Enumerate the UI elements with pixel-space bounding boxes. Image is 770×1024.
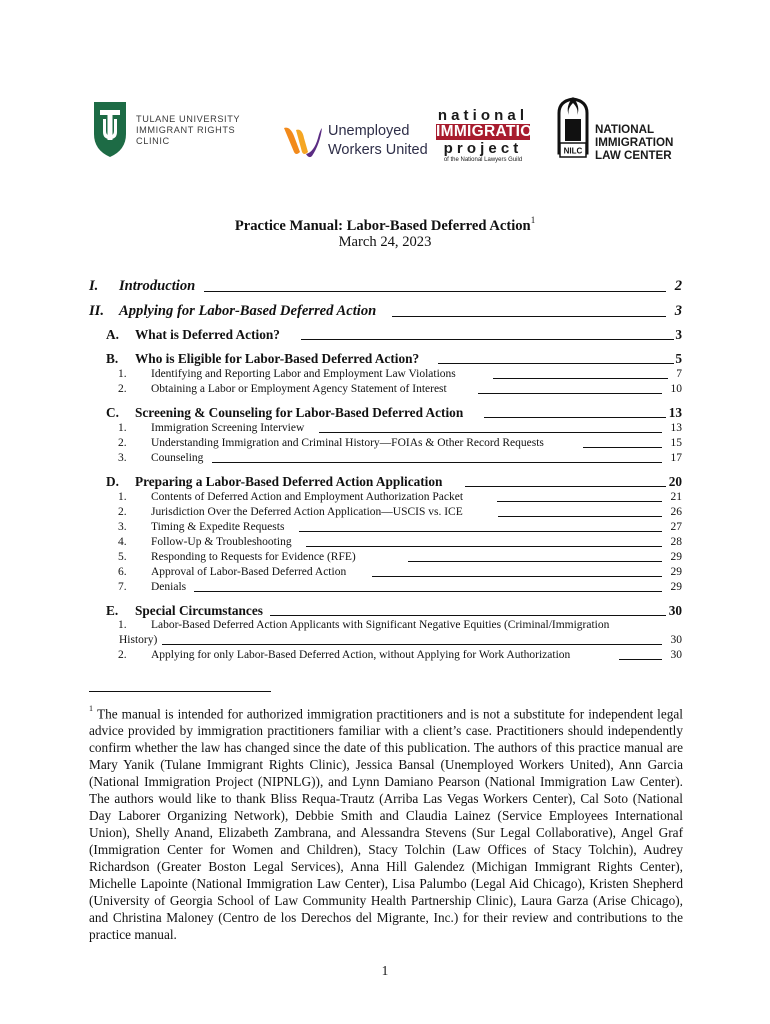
toc-item-label: Approval of Labor-Based Deferred Action (151, 566, 347, 578)
toc-leader (408, 551, 662, 562)
toc-item[interactable] (0, 551, 770, 566)
toc-item-number: 1. (118, 368, 127, 380)
toc-leader (619, 649, 662, 660)
toc-subsection-label: Who is Eligible for Labor-Based Deferred Action? (135, 351, 420, 366)
nip-line-3: project (443, 140, 523, 157)
national-immigration-project-logo (436, 107, 545, 163)
toc-item-label-continuation: History) (119, 634, 158, 646)
toc-subsection[interactable] (0, 327, 770, 344)
toc-item-number: 1. (118, 422, 127, 434)
toc-section[interactable] (0, 303, 770, 322)
toc-section-label: Introduction (119, 278, 196, 294)
uwu-line-2: Workers United (328, 142, 428, 158)
toc-item[interactable] (0, 506, 770, 521)
toc-subsection-label: Special Circumstances (135, 603, 263, 618)
toc-item-label: Responding to Requests for Evidence (RFE) (151, 551, 356, 563)
toc-item[interactable] (0, 521, 770, 536)
toc-item-page: 29 (670, 581, 682, 593)
toc-leader (194, 581, 662, 592)
page-number: 1 (381, 963, 389, 978)
toc-leader (306, 536, 662, 547)
toc-section-number: II. (89, 303, 105, 319)
toc-subsection-letter: E. (106, 603, 119, 618)
toc-item-number: 2. (118, 437, 127, 449)
toc-item-label: Identifying and Reporting Labor and Employment Law Violations (151, 368, 456, 380)
toc-item[interactable] (0, 368, 770, 383)
toc-subsection-letter: B. (106, 351, 119, 366)
toc-item-number: 2. (118, 649, 127, 661)
toc-item-label: Timing & Expedite Requests (151, 521, 285, 533)
toc-item-number: 1. (118, 619, 127, 631)
toc-leader (299, 521, 662, 532)
toc-subsection-page: 5 (675, 351, 682, 366)
nilc-logo (555, 93, 685, 163)
toc-section-number: I. (89, 278, 99, 294)
toc-item-label: Jurisdiction Over the Deferred Action Application—USCIS vs. ICE (151, 506, 463, 518)
nilc-line-3: LAW CENTER (595, 149, 672, 162)
toc-item-number: 4. (118, 536, 127, 548)
tulane-line-1: TULANE UNIVERSITY (136, 114, 241, 124)
footnote-text: The manual is intended for authorized immigration practitioners and is not a substitute for independent legal advice provided by immigration practitioners familiar with a client’s case. Practitioners should independently confirm whether the law has changed since the date of this publication. The authors of this practice manual are Mary Yanik (Tulane Immigrant Rights Clinic), Jessica Bansal (Unemployed Workers United), Ann Garcia (National Immigration Project (NIPNLG)), and Lynn Damiano Pearson (National Immigration Law Center). The authors would like to thank Bliss Requa-Trautz (Arriba Las Vegas Workers Center), Cal Soto (National Day Laborer Organizing Network), Debbie Smith and Claudia Lainez (Service Employees International Union), Shelly Anand, Elizabeth Zambrana, and Alessandra Stevens (Sur Legal Collaborative), Angel Graf (Immigration Center for Women and Children), Stacy Tolchin (Law Offices of Stacy Tolchin), Audrey Richardson (Greater Boston Legal Services), Anna Hill Galendez (Michigan Immigrant Rights Center), Michelle Lapointe (National Immigration Law Center), Lisa Palumbo (Legal Aid Chicago), Kristen Shepherd (University of Georgia School of Law Community Health Partnership Clinic), Laura Garza (Arise Chicago), and Christina Maloney (Centro de los Derechos del Migrante, Inc.) for their review and contributions to the practice manual. (89, 706, 683, 943)
toc-item[interactable] (0, 491, 770, 506)
toc-item-label: Understanding Immigration and Criminal History—FOIAs & Other Record Requests (151, 437, 544, 449)
toc-leader (498, 506, 662, 517)
toc-item-number: 1. (118, 491, 127, 503)
toc-subsection-page: 30 (668, 603, 682, 618)
toc-leader (493, 368, 668, 379)
tulane-shield-icon (92, 100, 128, 158)
uwu-line-1: Unemployed (328, 123, 410, 139)
toc-item-page: 29 (670, 551, 682, 563)
footnote-divider (89, 691, 271, 692)
toc-item-page: 15 (670, 437, 682, 449)
toc-item-label: Contents of Deferred Action and Employment Authorization Packet (151, 491, 464, 503)
toc-leader (204, 278, 666, 292)
toc-item[interactable] (0, 452, 770, 467)
toc-item[interactable] (0, 422, 770, 437)
toc-subsection-label: Preparing a Labor-Based Deferred Action Application (135, 474, 443, 489)
toc-subsection[interactable] (0, 351, 770, 368)
footnote (89, 702, 683, 943)
toc-leader (497, 491, 662, 502)
toc-item-page: 7 (676, 368, 682, 380)
toc-item-page: 26 (670, 506, 682, 518)
title-text: Practice Manual: Labor-Based Deferred Action (234, 217, 531, 234)
toc-subsection-page: 3 (675, 327, 682, 342)
toc-leader (372, 566, 662, 577)
toc-section-label: Applying for Labor-Based Deferred Action (119, 303, 377, 319)
toc-item-label: Denials (151, 581, 187, 593)
toc-item-page: 30 (670, 634, 682, 646)
toc-item-number: 6. (118, 566, 127, 578)
toc-item-label: Immigration Screening Interview (151, 422, 305, 434)
toc-item[interactable] (0, 536, 770, 551)
tulane-line-2: IMMIGRANT RIGHTS CLINIC (136, 125, 236, 146)
toc-item-label: Applying for only Labor-Based Deferred Action, without Applying for Work Authorization (151, 649, 571, 661)
toc-subsection-letter: A. (106, 327, 119, 342)
toc-leader (465, 474, 666, 487)
toc-item-page: 27 (670, 521, 682, 533)
toc-subsection[interactable] (0, 474, 770, 491)
footnote-marker: 1 (89, 704, 93, 713)
toc-item-label: Obtaining a Labor or Employment Agency Statement of Interest (151, 383, 447, 395)
toc-item-number: 5. (118, 551, 127, 563)
toc-leader (162, 634, 662, 645)
toc-leader (319, 422, 662, 433)
nilc-badge: NILC (563, 146, 583, 156)
toc-item[interactable] (0, 649, 770, 664)
toc-subsection-letter: C. (106, 405, 119, 420)
toc-subsection-label: What is Deferred Action? (135, 327, 280, 342)
toc-subsection-page: 13 (668, 405, 682, 420)
toc-section-page: 3 (674, 303, 682, 319)
toc-section[interactable] (0, 278, 770, 297)
publication-date: March 24, 2023 (338, 234, 432, 250)
toc-item-number: 3. (118, 521, 127, 533)
toc-leader (438, 351, 674, 364)
toc-item[interactable] (0, 437, 770, 452)
nip-line-4: of the National Lawyers Guild (443, 157, 523, 163)
toc-leader (270, 603, 666, 616)
nilc-line-1: NATIONAL (595, 123, 655, 136)
toc-item[interactable] (0, 383, 770, 398)
page-title (0, 216, 770, 235)
toc-item-label: Counseling (151, 452, 204, 464)
toc-subsection-letter: D. (106, 474, 119, 489)
toc-section-page: 2 (674, 278, 682, 294)
toc-leader (478, 383, 662, 394)
toc-leader (212, 452, 662, 463)
toc-item[interactable] (0, 581, 770, 596)
title-footnote-ref: 1 (530, 215, 536, 225)
toc-item-page: 13 (670, 422, 682, 434)
tulane-immigrant-rights-clinic-logo (92, 100, 272, 160)
toc-item-page: 28 (670, 536, 682, 548)
nip-line-1: national (437, 107, 529, 124)
toc-item-page: 30 (670, 649, 682, 661)
toc-item-number: 3. (118, 452, 127, 464)
toc-subsection-page: 20 (668, 474, 682, 489)
nilc-line-2: IMMIGRATION (595, 136, 674, 149)
unemployed-workers-united-logo (282, 120, 432, 162)
toc-leader (392, 303, 666, 317)
toc-item-number: 2. (118, 506, 127, 518)
uwu-mark-icon (282, 122, 324, 162)
toc-subsection[interactable] (0, 603, 770, 620)
toc-item[interactable] (0, 566, 770, 581)
toc-leader (301, 327, 674, 340)
toc-leader (484, 405, 666, 418)
nilc-torch-icon (555, 93, 591, 163)
toc-item-page: 10 (670, 383, 682, 395)
nip-line-2: IMMIGRATION (436, 123, 545, 140)
toc-item-label: Labor-Based Deferred Action Applicants with Significant Negative Equities (Criminal/Immigration (151, 619, 610, 631)
toc-subsection[interactable] (0, 405, 770, 422)
toc-item-number: 2. (118, 383, 127, 395)
toc-leader (583, 437, 662, 448)
toc-item-label: Follow-Up & Troubleshooting (151, 536, 292, 548)
toc-item-page: 21 (670, 491, 682, 503)
toc-item-number: 7. (118, 581, 127, 593)
toc-item-page: 17 (670, 452, 682, 464)
toc-item-page: 29 (670, 566, 682, 578)
toc-subsection-label: Screening & Counseling for Labor-Based Deferred Action (135, 405, 464, 420)
